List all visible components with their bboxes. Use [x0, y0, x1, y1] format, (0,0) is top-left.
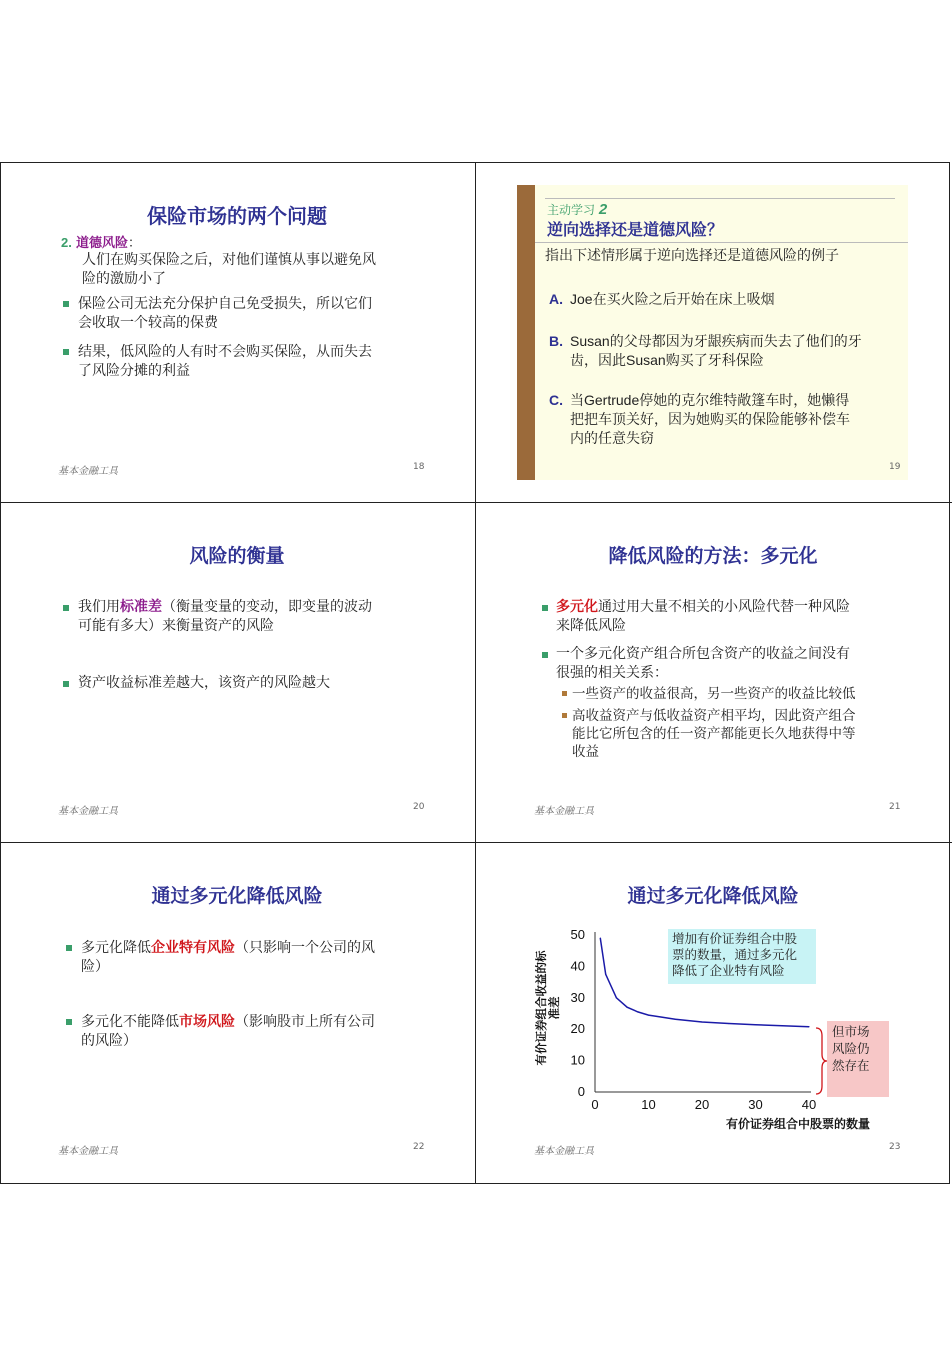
slide-title: 降低风险的方法：多元化 [608, 545, 818, 567]
bullet-text [556, 598, 850, 636]
activity-title: 逆向选择还是道德风险？ [547, 220, 724, 239]
x-tick-label: 40 [801, 1097, 817, 1112]
data-point [627, 1007, 628, 1008]
item-desc-line: 险的激励小了 [82, 271, 166, 287]
page-number: 20 [413, 802, 425, 812]
data-point [808, 1026, 809, 1027]
page-number: 22 [413, 1142, 425, 1152]
footer-label: 基本金融工具 [58, 466, 118, 477]
bullet-line: 结果，低风险的人有时不会购买保险，从而失去 [78, 344, 372, 360]
data-point [728, 1023, 729, 1024]
rule-under-title [535, 242, 908, 243]
callout-firm-specific-risk [668, 929, 816, 984]
option-b [549, 332, 563, 352]
y-tick-label: 0 [577, 1084, 585, 1099]
bullet-line [81, 1013, 375, 1032]
bullet-marker [63, 349, 69, 355]
callout-line: 票的数量，通过多元化 [672, 947, 798, 962]
brace-icon [814, 1026, 828, 1096]
callout-line: 降低了企业特有风险 [672, 963, 785, 978]
option-letter: C. [549, 392, 563, 408]
slide-title: 风险的衡量 [189, 545, 285, 567]
bullet-line [556, 598, 850, 617]
term-standard-deviation: 标准差 [120, 599, 162, 615]
bullet-line: 来降低风险 [556, 618, 626, 634]
slide-title: 保险市场的两个问题 [147, 204, 327, 228]
slide-18 [0, 163, 474, 503]
callout-market-risk [827, 1021, 889, 1097]
text-run: 通过用大量不相关的小风险代替一种风险 [598, 599, 850, 615]
option-a-text [570, 290, 775, 309]
bullet-line: 会收取一个较高的保费 [78, 315, 218, 331]
bullet-text [556, 645, 850, 683]
x-tick-label: 30 [748, 1097, 763, 1112]
bullet-line: 保险公司无法充分保护自己免受损失，所以它们 [78, 296, 372, 312]
item-desc [82, 251, 376, 289]
x-axis-title: 有价证券组合中股票的数量 [726, 1117, 871, 1131]
y-tick-label: 30 [570, 989, 585, 1005]
data-point [782, 1025, 783, 1026]
bullet-line: 很强的相关关系： [556, 665, 668, 681]
item-number: 2. [61, 235, 72, 250]
y-axis-title: 有价证券组合收益的标准差 [534, 950, 561, 1066]
activity-prompt: 指出下述情形属于逆向选择还是道德风险的例子 [545, 248, 839, 264]
callout-line: 然存在 [832, 1058, 870, 1073]
option-letter: B. [549, 333, 563, 349]
sub-bullet-marker [562, 691, 567, 696]
data-point [675, 1019, 676, 1020]
option-c [549, 391, 563, 411]
option-c-text [570, 391, 850, 448]
item-desc-line: 人们在购买保险之后，对他们谨慎从事以避免风 [82, 252, 376, 268]
bullet-marker [542, 652, 548, 658]
bullet-marker [66, 1019, 72, 1025]
data-point [648, 1014, 649, 1015]
term-market-risk: 市场风险 [179, 1014, 235, 1030]
text-run: （衡量变量的变动，即变量的波动 [162, 599, 372, 615]
item-colon: ： [128, 236, 142, 251]
footer-label: 基本金融工具 [58, 1146, 118, 1157]
activity-side-bar [517, 185, 535, 480]
bullet-text: 资产收益标准差越大，该资产的风险越大 [78, 675, 330, 691]
y-tick-label: 40 [570, 958, 585, 974]
sub-bullet-line: 高收益资产与低收益资产相平均，因此资产组合 [572, 708, 856, 724]
x-tick-label: 0 [591, 1097, 599, 1112]
page-number: 21 [889, 802, 901, 812]
data-point [701, 1021, 702, 1022]
callout-line: 但市场 [832, 1024, 870, 1039]
bullet-text [78, 295, 372, 333]
slide-21 [476, 503, 950, 843]
option-line: 内的任意失窃 [570, 430, 654, 446]
x-tick-label: 10 [641, 1097, 656, 1112]
footer-label: 基本金融工具 [534, 1146, 594, 1157]
option-line: Joe在买火险之后开始在床上吸烟 [570, 291, 775, 307]
bullet-line: 的风险） [81, 1033, 137, 1049]
bullet-line: 险） [81, 959, 109, 975]
slide-20 [0, 503, 474, 843]
footer-label: 基本金融工具 [534, 806, 594, 817]
item-heading [61, 233, 141, 253]
x-tick-label: 20 [694, 1097, 710, 1112]
kicker-number: 2 [598, 201, 608, 218]
text-run: （只影响一个公司的风 [235, 940, 375, 956]
page-number: 19 [889, 462, 901, 472]
sub-bullet-text [572, 707, 856, 761]
term-firm-specific-risk: 企业特有风险 [151, 940, 235, 956]
data-point [755, 1024, 756, 1025]
bullet-line [78, 598, 372, 617]
page-number: 23 [889, 1142, 901, 1152]
bullet-marker [63, 681, 69, 687]
data-point [600, 938, 601, 939]
bullet-text [81, 1013, 375, 1051]
bullet-marker [66, 945, 72, 951]
footer-label: 基本金融工具 [58, 806, 118, 817]
bullet-text [78, 343, 372, 381]
option-line: Susan的父母都因为牙龈疾病而失去了他们的牙 [570, 333, 862, 349]
activity-kicker [547, 200, 607, 220]
text-run: 我们用 [78, 599, 120, 615]
callout-line: 增加有价证券组合中股 [672, 931, 798, 946]
sub-bullet-line: 收益 [572, 744, 599, 760]
option-b-text [570, 332, 862, 370]
page-number: 18 [413, 462, 425, 472]
sub-bullet-marker [562, 713, 567, 718]
slide-title: 通过多元化降低风险 [627, 885, 799, 907]
data-point [605, 974, 606, 975]
bullet-text [81, 939, 375, 977]
item-term: 道德风险 [75, 236, 128, 251]
option-letter: A. [549, 291, 563, 307]
bullet-marker [542, 605, 548, 611]
kicker-text: 主动学习 [547, 203, 596, 217]
callout-line: 风险仍 [832, 1041, 870, 1056]
bullet-line: 了风险分摊的利益 [78, 363, 190, 379]
text-run: （影响股市上所有公司 [235, 1014, 375, 1030]
bullet-text [78, 598, 372, 636]
bullet-marker [63, 605, 69, 611]
data-point [637, 1011, 638, 1012]
bullet-line: 可能有多大）来衡量资产的风险 [78, 618, 274, 634]
text-run: 多元化降低 [81, 940, 151, 956]
slide-22 [0, 843, 474, 1183]
term-diversification: 多元化 [556, 599, 598, 615]
slide-title: 通过多元化降低风险 [151, 885, 323, 907]
option-line: 齿，因此Susan购买了牙科保险 [570, 352, 764, 368]
bullet-line [81, 939, 375, 958]
bullet-line: 一个多元化资产组合所包含资产的收益之间没有 [556, 646, 850, 662]
y-tick-label: 20 [570, 1021, 585, 1037]
option-a [549, 290, 563, 310]
text-run: 多元化不能降低 [81, 1014, 179, 1030]
y-tick-label: 50 [570, 927, 585, 942]
y-tick-label: 10 [570, 1052, 585, 1068]
option-line: 把把车顶关好，因为她购买的保险能够补偿车 [570, 411, 850, 427]
option-line: 当Gertrude停她的克尔维特敞篷车时，她懒得 [570, 392, 850, 408]
sub-bullet-text: 一些资产的收益很高，另一些资产的收益比较低 [572, 686, 856, 702]
rule-top [545, 198, 895, 199]
sub-bullet-line: 能比它所包含的任一资产都能更长久地获得中等 [572, 726, 856, 742]
bullet-marker [63, 301, 69, 307]
data-point [616, 997, 617, 998]
